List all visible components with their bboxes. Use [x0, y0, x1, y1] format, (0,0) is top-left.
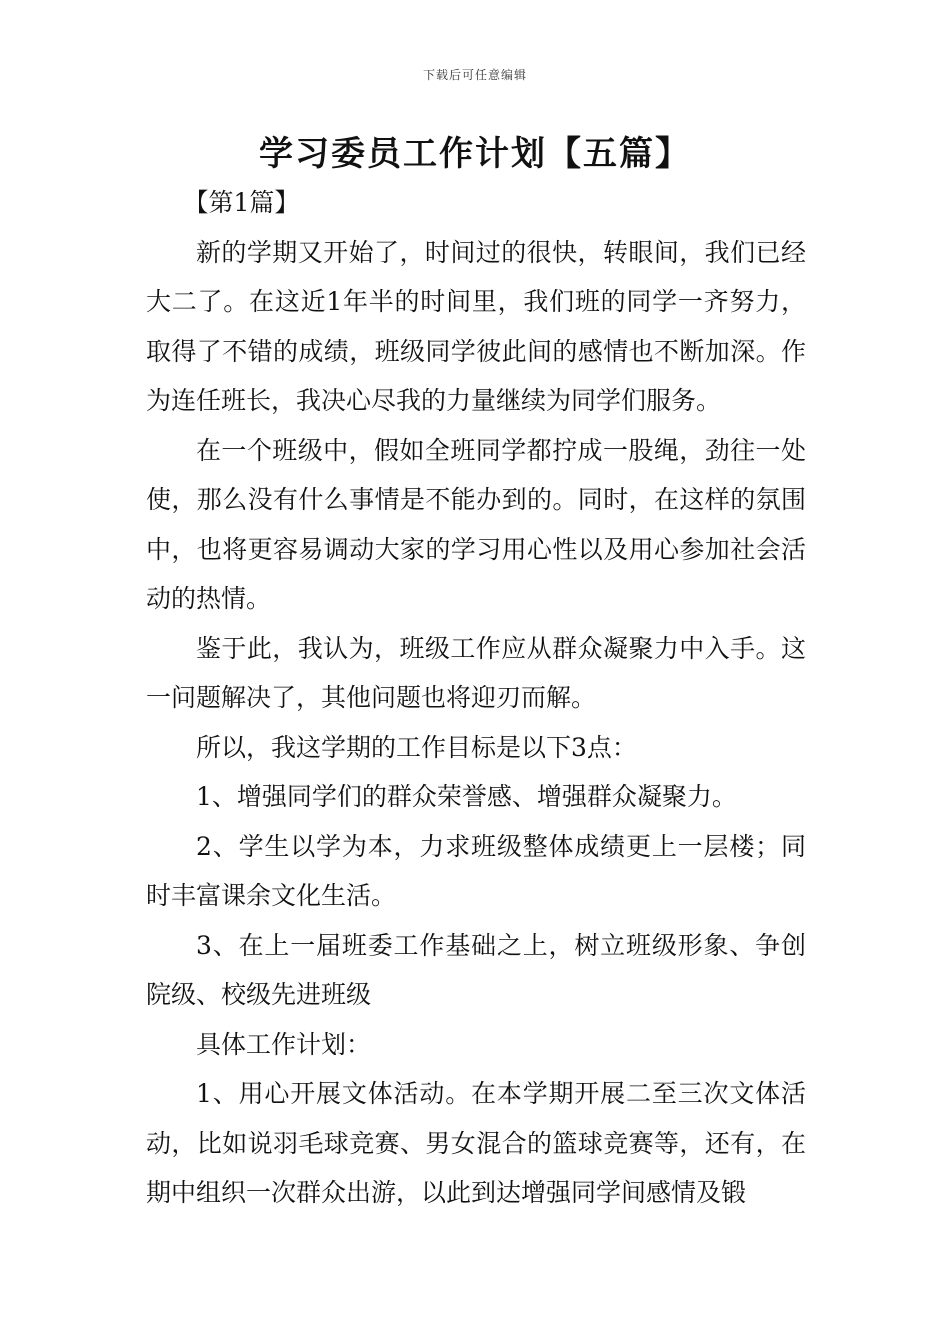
- list-item: 3、在上一届班委工作基础之上，树立班级形象、争创院级、校级先进班级: [146, 930, 806, 1009]
- paragraph: 在一个班级中，假如全班同学都拧成一股绳，劲往一处使，那么没有什么事情是不能办到的。同时，在这样的氛围中，也将更容易调动大家的学习用心性以及用心参加社会活动的热情。: [146, 435, 806, 613]
- list-item: 1、用心开展文体活动。在本学期开展二至三次文体活动，比如说羽毛球竞赛、男女混合的篮球竞赛等，还有，在期中组织一次群众出游，以此到达增强同学间感情及锻: [146, 1079, 806, 1207]
- paragraph: 鉴于此，我认为，班级工作应从群众凝聚力中入手。这一问题解决了，其他问题也将迎刃而解。: [146, 633, 806, 712]
- document-title: 学习委员工作计划【五篇】: [259, 134, 691, 174]
- paragraph: 所以，我这学期的工作目标是以下3点：: [196, 732, 637, 762]
- document-body: [146, 178, 806, 1218]
- list-item: 1、增强同学们的群众荣誉感、增强群众凝聚力。: [196, 782, 737, 811]
- paragraph: 新的学期又开始了，时间过的很快，转眼间，我们已经大二了。在这近1年半的时间里，我们班的同学一齐努力，取得了不错的成绩，班级同学彼此间的感情也不断加深。作为连任班长，我决心尽我的力量继续为同学们服务。: [146, 237, 806, 415]
- paragraph: 具体工作计划：: [196, 1029, 372, 1059]
- list-item: 2、学生以学为本，力求班级整体成绩更上一层楼；同时丰富课余文化生活。: [146, 831, 806, 910]
- header-note: 下载后可任意编辑: [422, 68, 527, 82]
- section-heading: 【第1篇】: [183, 188, 300, 217]
